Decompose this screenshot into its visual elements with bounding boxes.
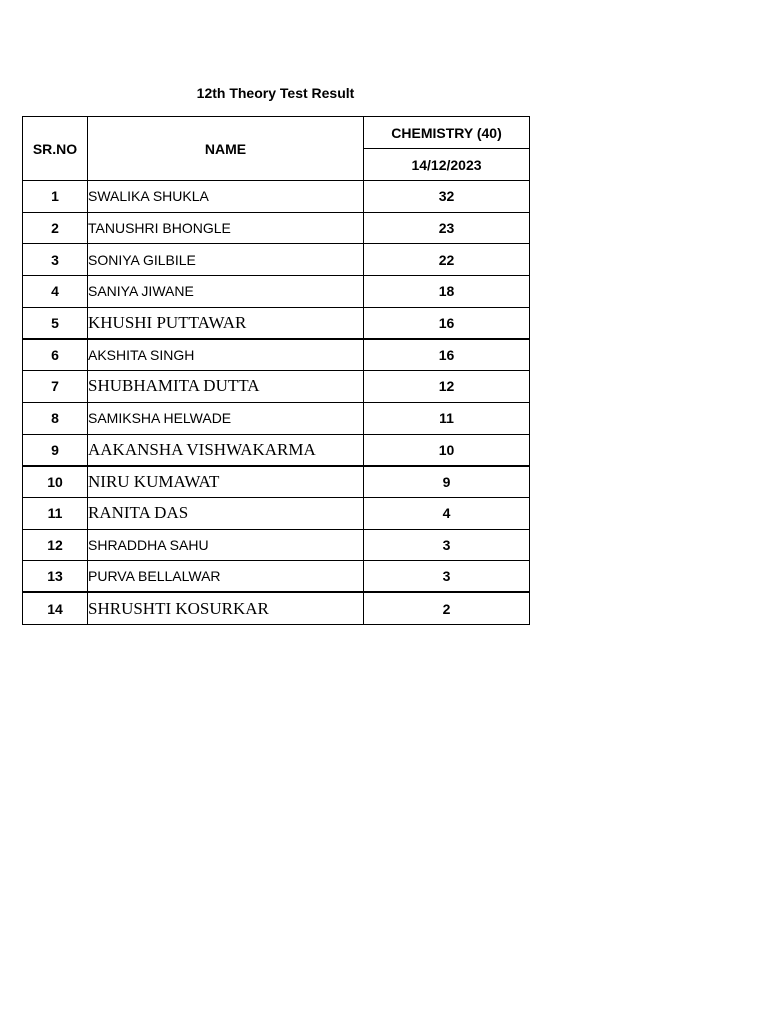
row-name: TANUSHRI BHONGLE [88,212,364,244]
row-srno: 14 [23,592,88,624]
table-row [23,434,530,466]
row-name: AAKANSHA VISHWAKARMA [88,434,364,466]
row-name: AKSHITA SINGH [88,339,364,371]
row-srno: 10 [23,466,88,498]
row-mark: 18 [364,276,530,308]
row-srno: 9 [23,434,88,466]
table-row [23,402,530,434]
row-srno: 13 [23,561,88,593]
header-srno: SR.NO [23,117,88,181]
row-mark: 9 [364,466,530,498]
row-name: KHUSHI PUTTAWAR [88,307,364,339]
document-title: 12th Theory Test Result [196,85,355,101]
row-srno: 8 [23,402,88,434]
row-name: SHRUSHTI KOSURKAR [88,592,364,624]
row-mark: 4 [364,497,530,529]
row-name: SAMIKSHA HELWADE [88,402,364,434]
table-row [23,592,530,624]
result-table [22,116,530,625]
row-name: SWALIKA SHUKLA [88,181,364,213]
header-date: 14/12/2023 [364,149,530,181]
header-subject: CHEMISTRY (40) [364,117,530,149]
row-mark: 32 [364,181,530,213]
table-row [23,276,530,308]
table-row [23,244,530,276]
header-name: NAME [88,117,364,181]
row-mark: 16 [364,307,530,339]
row-name: SANIYA JIWANE [88,276,364,308]
row-srno: 11 [23,497,88,529]
table-row [23,371,530,403]
row-name: PURVA BELLALWAR [88,561,364,593]
row-name: NIRU KUMAWAT [88,466,364,498]
table-row [23,497,530,529]
row-mark: 3 [364,561,530,593]
row-srno: 1 [23,181,88,213]
row-name: RANITA DAS [88,497,364,529]
row-srno: 12 [23,529,88,561]
row-mark: 12 [364,371,530,403]
row-srno: 3 [23,244,88,276]
table-row [23,561,530,593]
row-srno: 7 [23,371,88,403]
row-name: SHRADDHA SAHU [88,529,364,561]
row-name: SHUBHAMITA DUTTA [88,371,364,403]
row-srno: 2 [23,212,88,244]
row-srno: 6 [23,339,88,371]
row-mark: 3 [364,529,530,561]
row-mark: 2 [364,592,530,624]
row-mark: 16 [364,339,530,371]
row-mark: 10 [364,434,530,466]
row-srno: 5 [23,307,88,339]
row-mark: 23 [364,212,530,244]
row-name: SONIYA GILBILE [88,244,364,276]
row-mark: 11 [364,402,530,434]
row-mark: 22 [364,244,530,276]
table-row [23,529,530,561]
table-row [23,181,530,213]
table-row [23,307,530,339]
table-row [23,466,530,498]
row-srno: 4 [23,276,88,308]
table-row [23,212,530,244]
table-row [23,339,530,371]
